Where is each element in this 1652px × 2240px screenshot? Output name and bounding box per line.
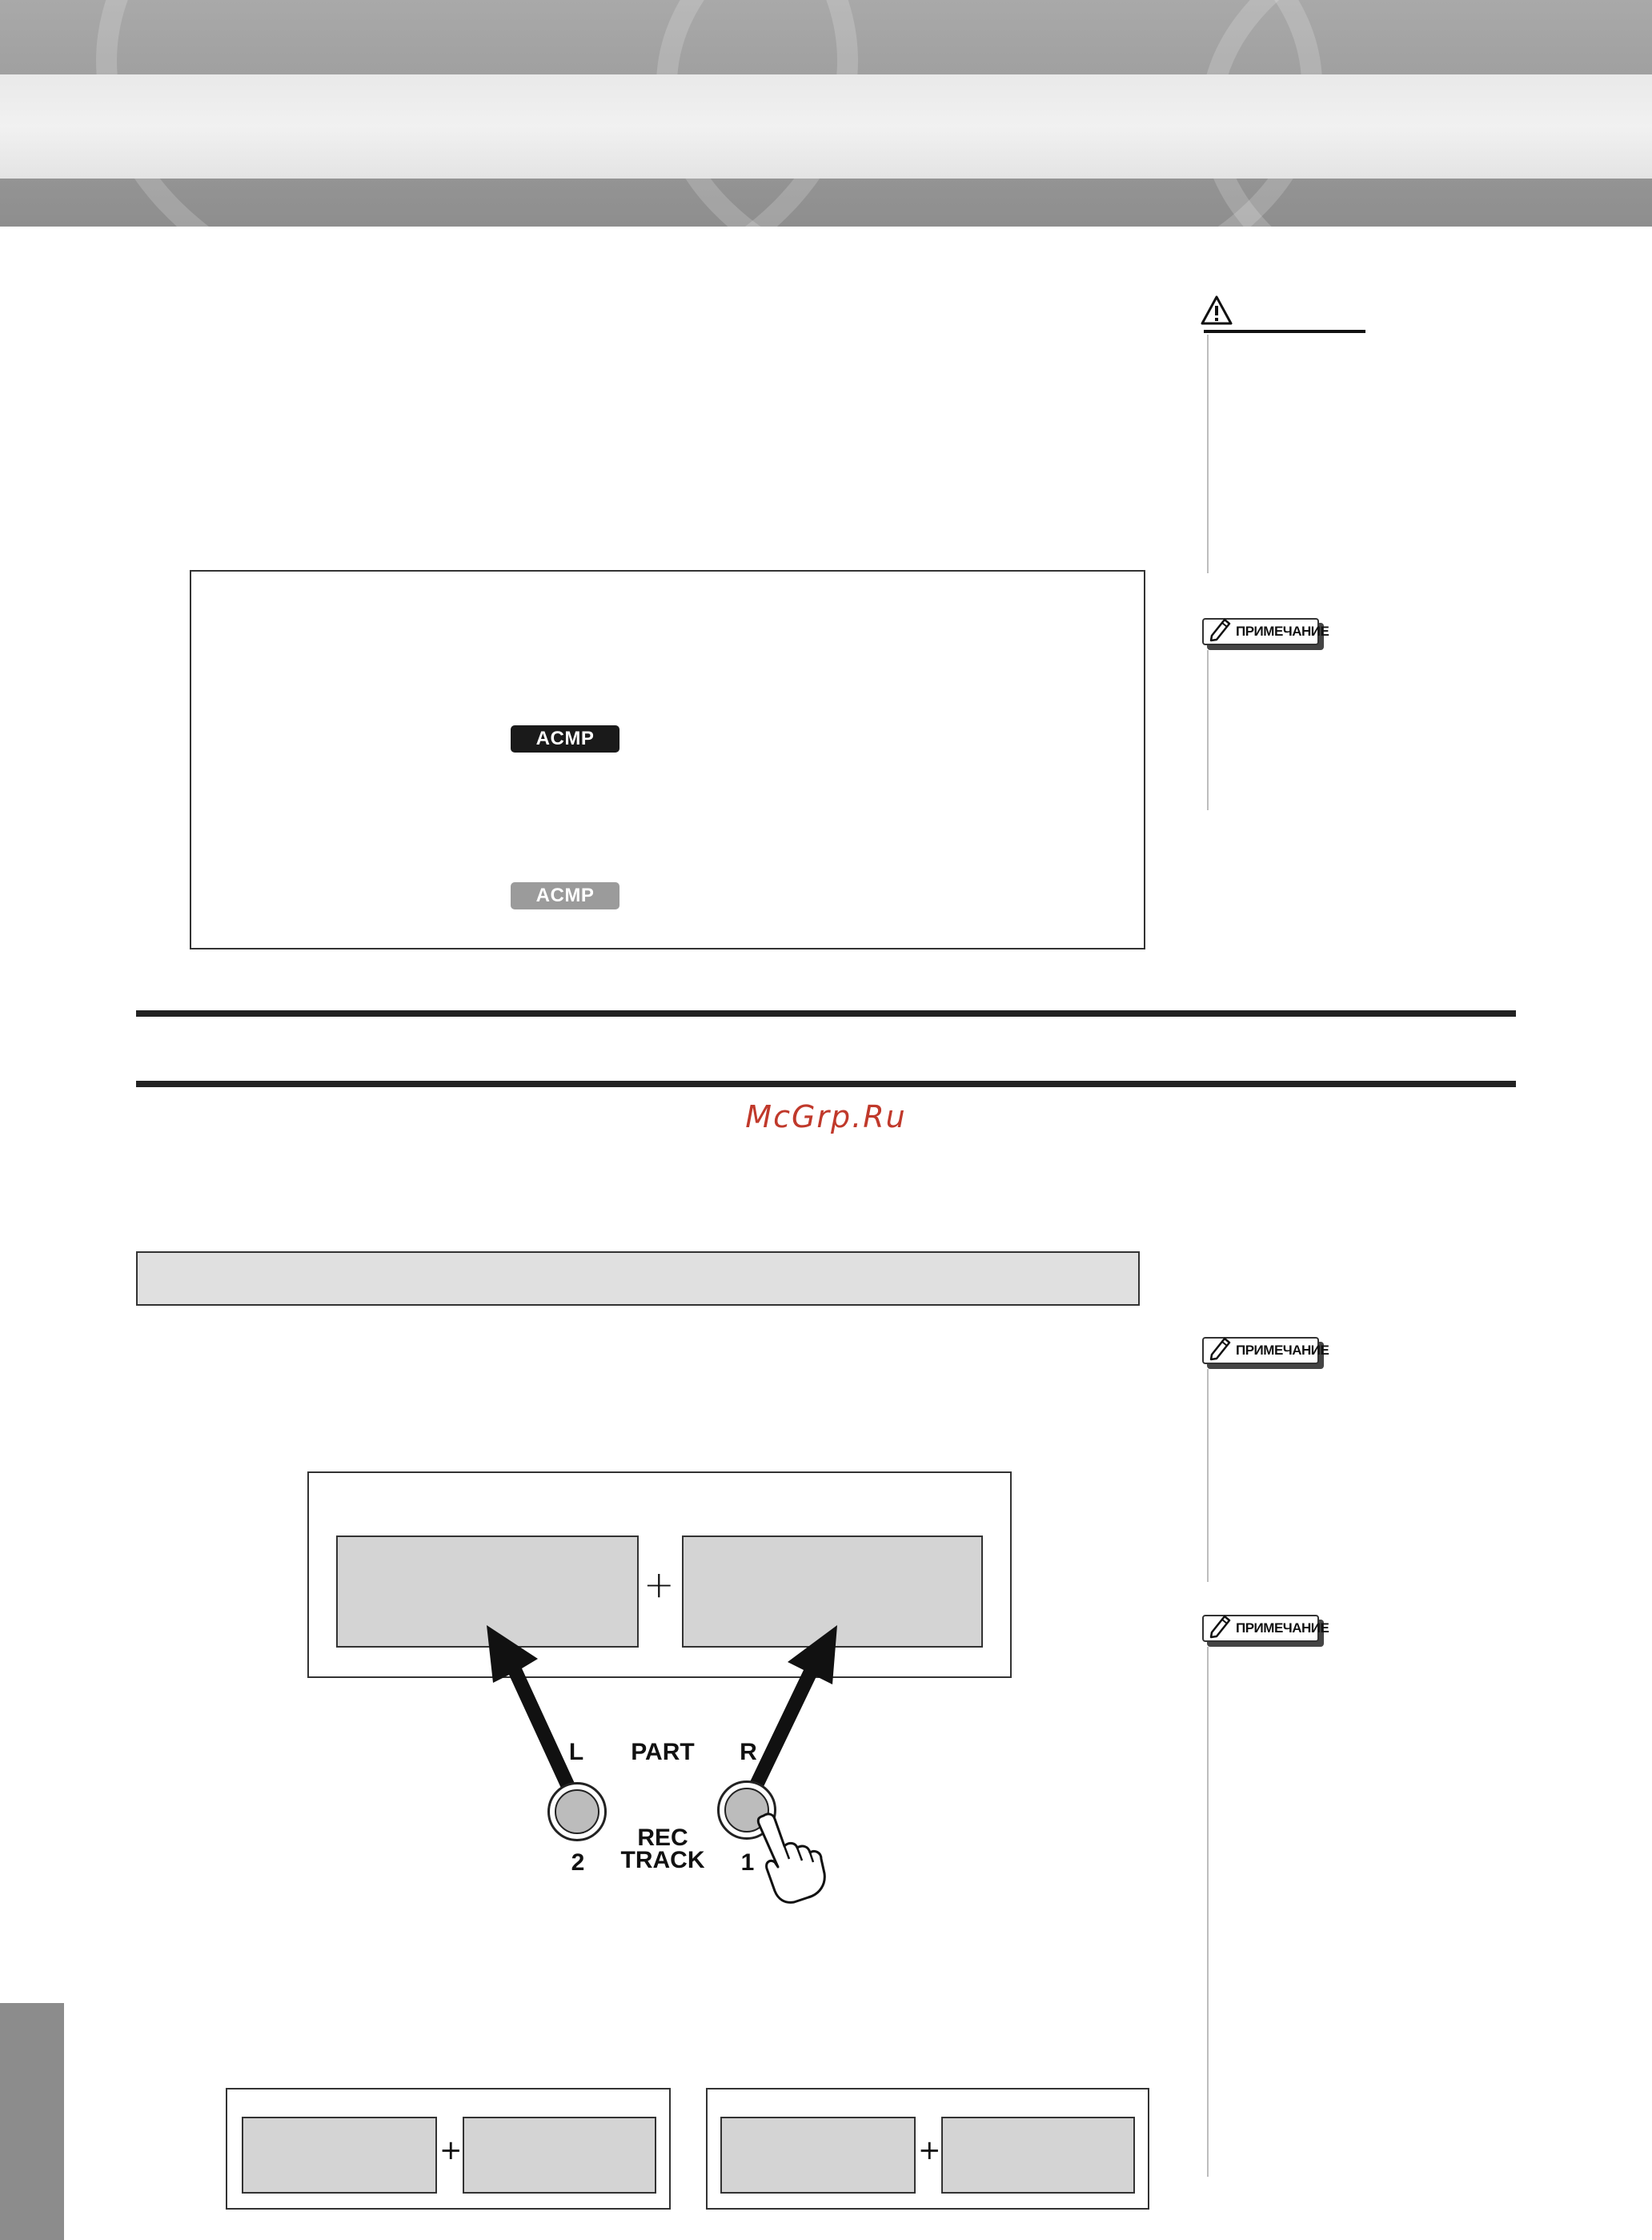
part-label: PART — [631, 1739, 695, 1765]
small-track-panel — [242, 2117, 437, 2194]
header-banner — [0, 0, 1652, 227]
arrow-left-icon — [487, 1625, 576, 1793]
track-label: TRACK — [620, 1847, 705, 1873]
plus-sign: + — [644, 1563, 675, 1606]
note-rule — [1207, 650, 1209, 810]
note-label: ПРИМЕЧАНИЕ — [1236, 1620, 1329, 1636]
watermark: McGrp.Ru — [745, 1099, 907, 1134]
subsection-bar — [136, 1251, 1140, 1306]
note-badge — [1196, 613, 1329, 648]
arrow-graphics — [448, 1601, 864, 1817]
left-track-number: 2 — [571, 1849, 585, 1876]
note-rule — [1207, 1647, 1209, 2177]
plus-sign: + — [918, 2134, 941, 2166]
note-label: ПРИМЕЧАНИЕ — [1236, 1343, 1329, 1358]
acmp-on-indicator: ACMP ON — [511, 725, 620, 753]
pencil-icon — [1207, 1334, 1234, 1361]
rec-label: REC — [637, 1825, 688, 1851]
pencil-icon — [1207, 615, 1234, 642]
arrow-right-icon — [748, 1625, 837, 1793]
left-track-button[interactable] — [547, 1782, 607, 1841]
note-rule — [1207, 1369, 1209, 1582]
caution-rule — [1207, 335, 1209, 573]
section-rule-top — [136, 1010, 1516, 1017]
chapter-side-tab — [0, 2003, 64, 2240]
plus-sign: + — [439, 2134, 463, 2166]
acmp-on-indicator-dimmed: ACMP ON — [511, 882, 620, 909]
pencil-icon — [1207, 1612, 1234, 1639]
accompaniment-info-box — [190, 570, 1145, 949]
pointing-hand-icon — [752, 1811, 832, 1907]
small-track-panel — [463, 2117, 656, 2194]
right-part-label: R — [740, 1739, 757, 1765]
header-band — [0, 74, 1652, 179]
small-track-panel — [720, 2117, 916, 2194]
note-badge — [1196, 1610, 1329, 1645]
left-part-label: L — [568, 1739, 584, 1765]
caution-underline — [1204, 330, 1365, 333]
right-track-number: 1 — [740, 1849, 755, 1876]
note-label: ПРИМЕЧАНИЕ — [1236, 624, 1329, 639]
note-badge — [1196, 1332, 1329, 1367]
small-track-panel — [941, 2117, 1135, 2194]
section-rule-bottom — [136, 1081, 1516, 1087]
warning-icon — [1201, 295, 1233, 327]
